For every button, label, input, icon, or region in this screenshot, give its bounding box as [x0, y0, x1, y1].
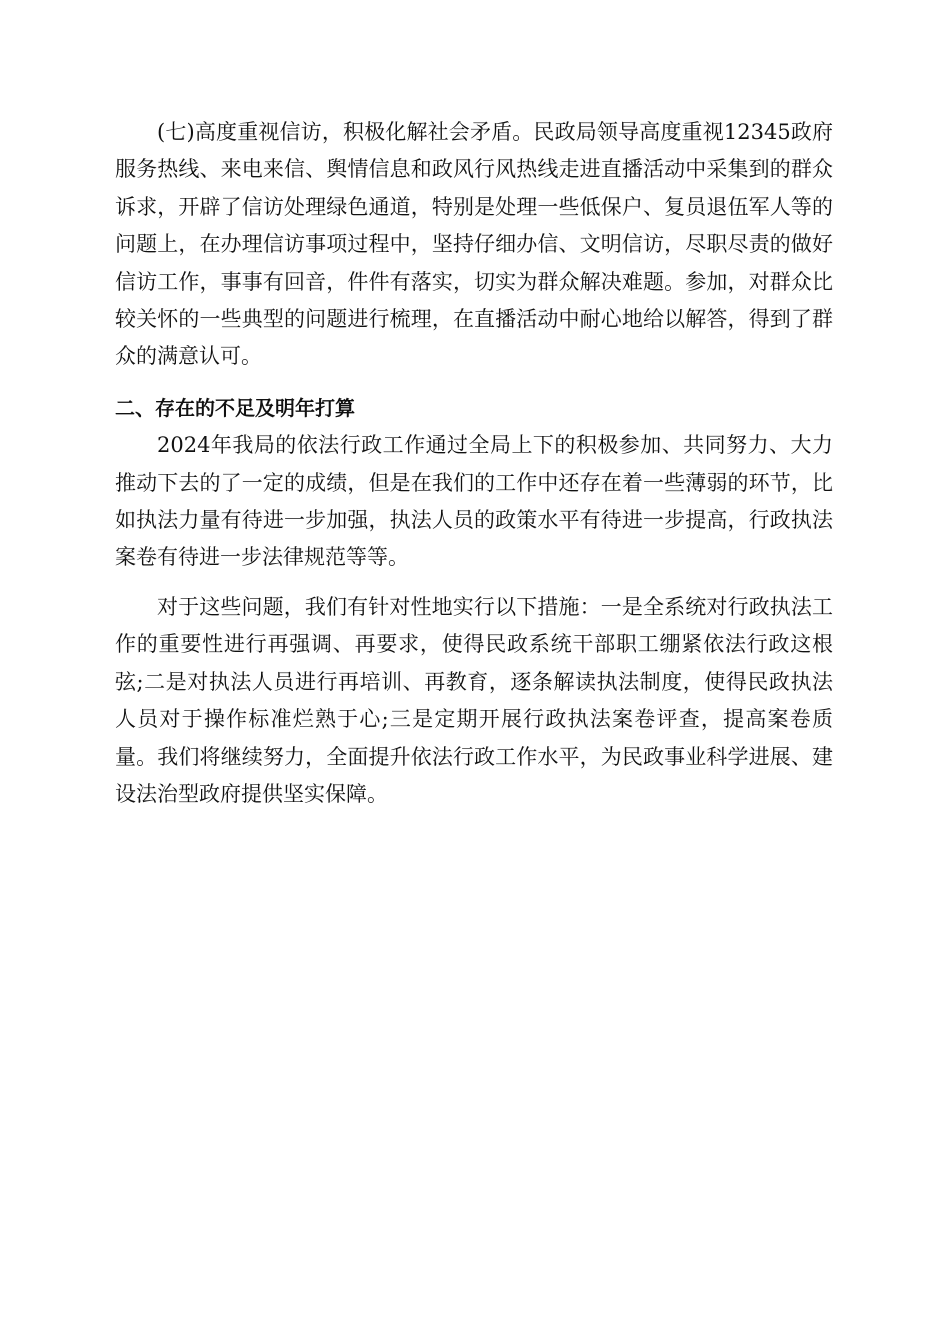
- paragraph-petition-handling: (七)高度重视信访，积极化解社会矛盾。民政局领导高度重视12345政府服务热线、来电来信、舆情信息和政风行风热线走进直播活动中采集到的群众诉求，开辟了信访处理绿色通道，特别是处理一些低保户、复员退伍军人等的问题上，在办理信访事项过程中，坚持仔细办信、文明信访，尽职尽责的做好信访工作，事事有回音，件件有落实，切实为群众解决难题。参加，对群众比较关怀的一些典型的问题进行梳理，在直播活动中耐心地给以解答，得到了群众的满意认可。: [115, 120, 833, 369]
- paragraph-shortcomings: 2024年我局的依法行政工作通过全局上下的积极参加、共同努力、大力推动下去的了一定的成绩，但是在我们的工作中还存在着一些薄弱的环节，比如执法力量有待进一步加强，执法人员的政策水平有待进一步提高，行政执法案卷有待进一步法律规范等等。: [115, 433, 833, 570]
- document-body: [115, 114, 833, 813]
- paragraph-measures: 对于这些问题，我们有针对性地实行以下措施：一是全系统对行政执法工作的重要性进行再强调、再要求，使得民政系统干部职工绷紧依法行政这根弦;二是对执法人员进行再培训、再教育，逐条解读执法制度，使得民政执法人员对于操作标准烂熟于心;三是定期开展行政执法案卷评查，提高案卷质量。我们将继续努力，全面提升依法行政工作水平，为民政事业科学进展、建设法治型政府提供坚实保障。: [115, 594, 833, 806]
- section-heading-shortcomings-plans: 二、存在的不足及明年打算: [115, 395, 355, 420]
